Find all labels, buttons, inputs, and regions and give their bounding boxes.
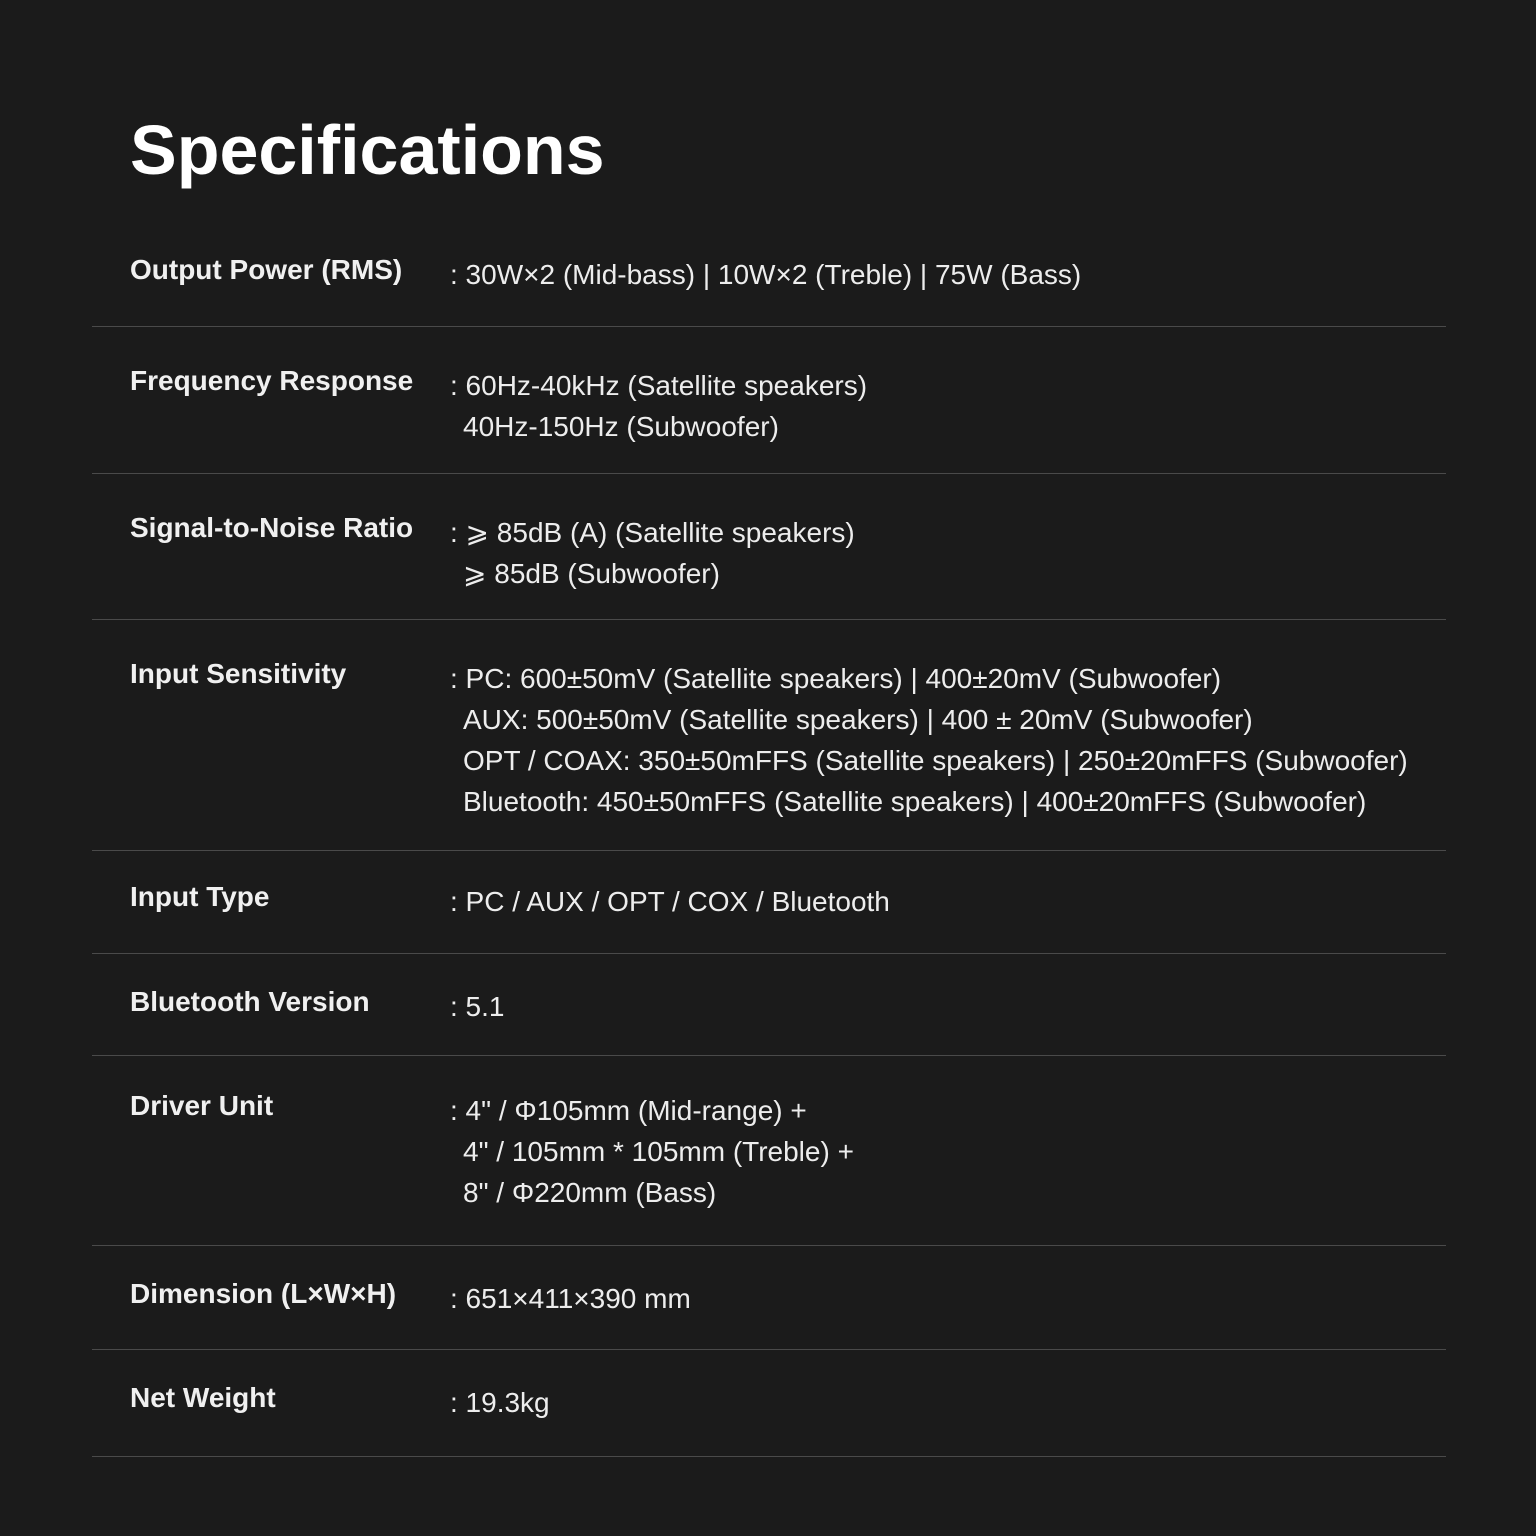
spec-value <box>450 881 1446 953</box>
spec-value-line: : 4" / Φ105mm (Mid-range) + <box>450 1095 807 1126</box>
spec-row-snr <box>92 474 1446 620</box>
spec-row-bluetooth-version <box>92 954 1446 1056</box>
spec-label: Net Weight <box>130 1382 276 1413</box>
spec-value-line: : 60Hz-40kHz (Satellite speakers) <box>450 370 868 401</box>
spec-label: Bluetooth Version <box>130 986 370 1017</box>
spec-value-line: : PC: 600±50mV (Satellite speakers) | 400±20mV (Subwoofer) <box>450 663 1222 694</box>
spec-value <box>450 1090 1446 1245</box>
spec-value <box>450 512 1446 619</box>
spec-label: Output Power (RMS) <box>130 254 403 285</box>
spec-label: Driver Unit <box>130 1090 274 1121</box>
spec-value-line: 40Hz-150Hz (Subwoofer) <box>463 411 779 442</box>
spec-row-frequency-response <box>92 327 1446 474</box>
spec-value-line: : PC / AUX / OPT / COX / Bluetooth <box>450 886 890 917</box>
spec-label: Input Sensitivity <box>130 658 347 689</box>
spec-label: Signal-to-Noise Ratio <box>130 512 414 543</box>
spec-value <box>450 986 1446 1055</box>
spec-value-line: : 651×411×390 mm <box>450 1283 691 1314</box>
spec-label: Frequency Response <box>130 365 414 396</box>
spec-row-dimension <box>92 1246 1446 1350</box>
spec-value-line: OPT / COAX: 350±50mFFS (Satellite speakers) | 250±20mFFS (Subwoofer) <box>463 745 1408 776</box>
spec-value-line: : 30W×2 (Mid-bass) | 10W×2 (Treble) | 75W (Bass) <box>450 259 1082 290</box>
spec-value-line: AUX: 500±50mV (Satellite speakers) | 400 ± 20mV (Subwoofer) <box>463 704 1253 735</box>
spec-value-line: : 19.3kg <box>450 1387 550 1418</box>
spec-value-line: ⩾ 85dB (Subwoofer) <box>463 558 720 589</box>
spec-row-driver-unit <box>92 1056 1446 1246</box>
spec-row-input-sensitivity <box>92 620 1446 851</box>
spec-row-input-type <box>92 851 1446 954</box>
spec-value-line: 4" / 105mm * 105mm (Treble) + <box>463 1136 854 1167</box>
spec-value <box>450 1278 1446 1349</box>
spec-value <box>450 365 1446 473</box>
spec-value <box>450 658 1446 850</box>
spec-value <box>450 1382 1446 1456</box>
spec-value-line: 8" / Φ220mm (Bass) <box>463 1177 717 1208</box>
spec-row-output-power <box>92 218 1446 327</box>
spec-value-line: : 5.1 <box>450 991 505 1022</box>
spec-value-line: Bluetooth: 450±50mFFS (Satellite speakers) | 400±20mFFS (Subwoofer) <box>463 786 1367 817</box>
spec-row-net-weight <box>92 1350 1446 1457</box>
spec-list <box>92 218 1446 1457</box>
spec-value-line: : ⩾ 85dB (A) (Satellite speakers) <box>450 517 855 548</box>
spec-label: Dimension (L×W×H) <box>130 1278 397 1309</box>
spec-value <box>450 254 1446 326</box>
page-title: Specifications <box>130 111 605 189</box>
spec-label: Input Type <box>130 881 270 912</box>
